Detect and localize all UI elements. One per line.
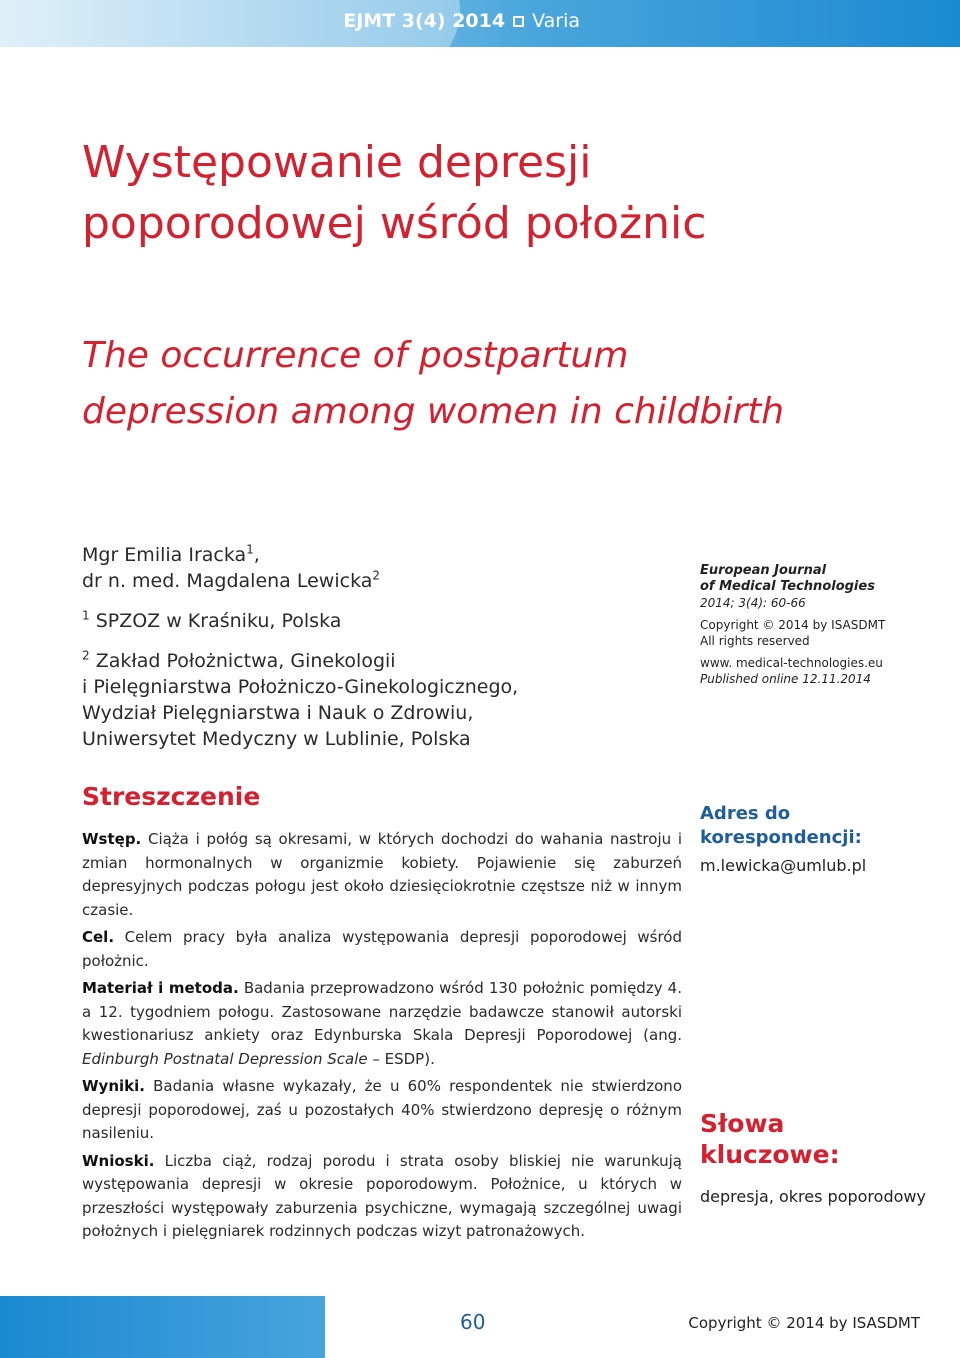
- abstract-conclusions: Wnioski. Liczba ciąż, rodzaj porodu i strata osoby bliskiej nie warunkują występowania depresji w okresie poporodowym. Położnice, u których w przeszłości występowały zaburzenia psychiczne, wymagają szczególnej uwagi położnych i pielęgniarek rodzinnych podczas wizyt patronażowych.: [82, 1151, 682, 1240]
- author-1: Mgr Emilia Iracka$^1$,: [82, 542, 260, 566]
- keywords-heading: kluczowe:: [700, 1140, 840, 1169]
- abstract-heading: Streszczenie: [82, 782, 261, 811]
- journal-info: [700, 563, 950, 687]
- abstract-aim: Cel. Celem pracy była analiza występowania depresji poporodowej wśród położnic.: [82, 928, 682, 970]
- keywords-heading: Słowa: [700, 1109, 785, 1138]
- header-bar: [0, 0, 960, 47]
- title-polish: [82, 132, 902, 254]
- citation: 2014; 3(4): 60-66: [700, 596, 806, 610]
- page-number: 60: [460, 1310, 486, 1334]
- journal-name: European Journal: [700, 563, 827, 578]
- journal-issue: EJMT 3(4) 2014: [343, 10, 506, 32]
- correspondence-email[interactable]: m.lewicka@umlub.pl: [700, 856, 867, 875]
- correspondence-heading: korespondencji:: [700, 827, 862, 848]
- copyright: Copyright © 2014 by ISASDMT: [700, 618, 886, 632]
- authors-block: [82, 542, 642, 752]
- published-date: Published online 12.11.2014: [700, 672, 871, 686]
- title-english-line: The occurrence of postpartum: [82, 335, 629, 376]
- separator-square-icon: [513, 16, 524, 27]
- section-name: Varia: [532, 10, 580, 32]
- running-header: [343, 10, 580, 32]
- affiliation-2: $^2$ Zakład Położnictwa, Ginekologii i Pielęgniarstwa Położniczo-Ginekologicznego, Wydział Pielęgniarstwa i Nauk o Zdrowiu, Uniwersytet Medyczny w Lublinie, Polska: [82, 648, 519, 750]
- correspondence-block: [700, 802, 950, 875]
- keywords-block: [700, 1108, 950, 1209]
- abstract-methods: Materiał i metoda. Badania przeprowadzono wśród 130 położnic pomiędzy 4. a 12. tygodniem połogu. Zastosowane narzędzie badawcze stanowił autorski kwestionariusz ankiety oraz Edynburska Skala Depresji Poporodowej (ang. Edinburgh Postnatal Depression Scale – ESDP).: [82, 979, 682, 1068]
- affiliation-1: $^1$ SPZOZ w Kraśniku, Polska: [82, 608, 342, 632]
- title-polish-line: Występowanie depresji: [82, 137, 592, 188]
- title-english: [82, 328, 902, 440]
- keywords-text: depresja, okres poporodowy: [700, 1187, 926, 1206]
- title-english-line: depression among women in childbirth: [82, 391, 785, 432]
- correspondence-heading: Adres do: [700, 803, 791, 824]
- abstract-intro: Wstęp. Ciąża i połóg są okresami, w których dochodzi do wahania nastroju i zmian hormonalnych w organizmie kobiety. Pojawienie się zaburzeń depresyjnych podczas połogu jest około dziesięciokrotnie częstsze niż w innym czasie.: [82, 830, 682, 919]
- rights: All rights reserved: [700, 634, 810, 648]
- abstract-results: Wyniki. Badania własne wykazały, że u 60% respondentek nie stwierdzono depresji poporodowej, zaś u pozostałych 40% stwierdzono depresję o różnym nasileniu.: [82, 1077, 682, 1142]
- abstract-body: [82, 828, 682, 1248]
- author-2: dr n. med. Magdalena Lewicka$^2$: [82, 568, 381, 592]
- footer-copyright: Copyright © 2014 by ISASDMT: [688, 1314, 920, 1332]
- title-polish-line: poporodowej wśród położnic: [82, 198, 707, 249]
- website-link[interactable]: www. medical-technologies.eu: [700, 656, 883, 670]
- journal-name: of Medical Technologies: [700, 579, 875, 594]
